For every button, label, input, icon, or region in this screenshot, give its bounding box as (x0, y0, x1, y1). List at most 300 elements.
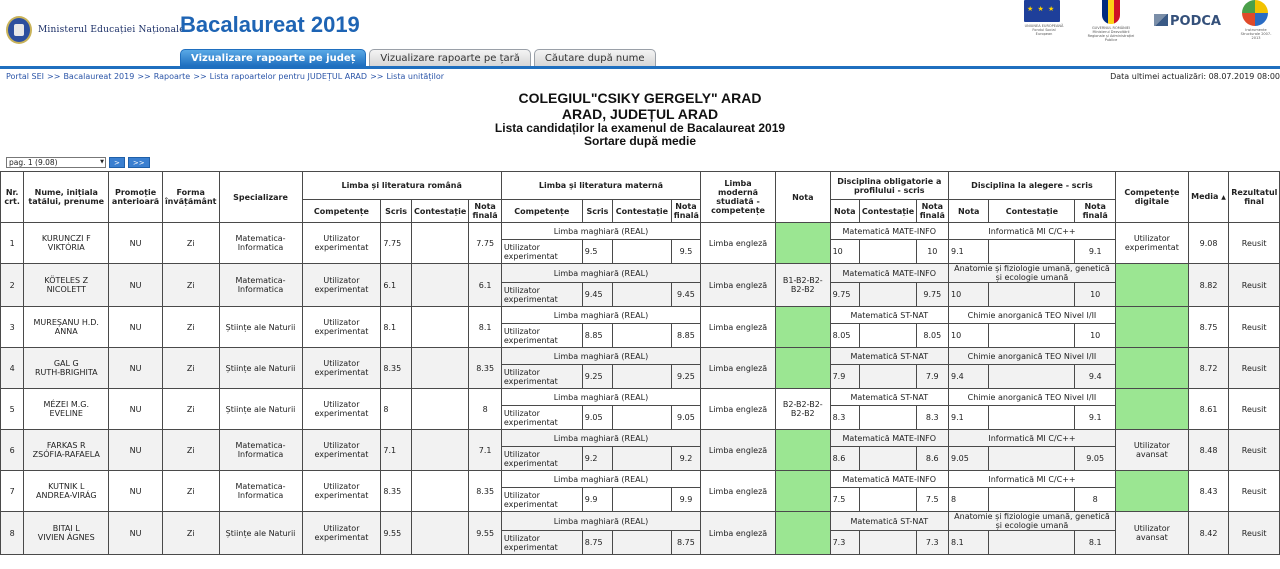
cell-obl-nota: 8.3 (830, 406, 859, 430)
col-group-romana: Limba și literatura română (302, 172, 501, 200)
cell-alg-nota-finala: 10 (1075, 283, 1115, 307)
cell-mat-language: Limba maghiară (REAL) (501, 512, 700, 531)
cell-obl-disciplina: Matematică MATE-INFO (830, 223, 948, 240)
cell-rom-nota-finala: 8.35 (469, 471, 501, 512)
page-select[interactable]: pag. 1 (9.08) ▼ (6, 157, 106, 168)
cell-mat-scris: 9.05 (582, 406, 612, 430)
cell-promotie: NU (109, 430, 163, 471)
cell-rom-nota-finala: 7.1 (469, 430, 501, 471)
cell-mat-contestatie (613, 488, 672, 512)
cell-alg-nota: 9.1 (948, 240, 988, 264)
cell-mat-competente: Utilizator experimentat (501, 447, 582, 471)
cell-competente-digitale (1115, 389, 1188, 430)
cell-rom-nota-finala: 8 (469, 389, 501, 430)
county-name: ARAD, JUDEȚUL ARAD (561, 106, 719, 122)
cell-rezultat: Reusit (1229, 223, 1280, 264)
cell-promotie: NU (109, 264, 163, 307)
col-alg-nota: Nota (948, 200, 988, 223)
cell-mat-scris: 8.85 (582, 324, 612, 348)
cell-mat-nota-finala: 9.05 (671, 406, 700, 430)
cell-mat-nota-finala: 8.85 (671, 324, 700, 348)
cell-mat-contestatie (613, 406, 672, 430)
cell-alg-nota-finala: 9.1 (1075, 240, 1115, 264)
cell-obl-disciplina: Matematică ST-NAT (830, 389, 948, 406)
cell-alg-contestatie (989, 283, 1075, 307)
cell-name-line: KÖTELES Z (44, 276, 89, 285)
cell-promotie: NU (109, 471, 163, 512)
col-obl-nota: Nota (830, 200, 859, 223)
cell-name-line: VIKTÓRIA (47, 243, 85, 252)
structural-logo-caption: Instrumente Structurale 2007-2013 (1240, 28, 1272, 40)
cell-mat-competente: Utilizator experimentat (501, 365, 582, 389)
cell-mat-language: Limba maghiară (REAL) (501, 348, 700, 365)
cell-mat-language: Limba maghiară (REAL) (501, 223, 700, 240)
cell-name (24, 307, 109, 348)
cell-alg-nota: 8 (948, 488, 988, 512)
cell-mat-competente: Utilizator experimentat (501, 324, 582, 348)
cell-specializare: Matematica-Informatica (219, 264, 302, 307)
cell-rom-competente: Utilizator experimentat (302, 348, 381, 389)
cell-alg-nota: 10 (948, 324, 988, 348)
cell-obl-nota: 7.9 (830, 365, 859, 389)
cell-alg-nota-finala: 8 (1075, 488, 1115, 512)
cell-name-line: GAL G (53, 359, 79, 368)
table-row (1, 430, 1280, 447)
cell-obl-contestatie (859, 365, 916, 389)
breadcrumb-separator: >> (137, 72, 151, 81)
cell-mat-nota-finala: 8.75 (671, 531, 700, 555)
cell-rom-contestatie (411, 471, 469, 512)
col-media[interactable] (1188, 172, 1228, 223)
cell-nota (775, 348, 830, 389)
cell-mat-scris: 9.45 (582, 283, 612, 307)
cell-obl-nota-finala: 8.3 (916, 406, 948, 430)
cell-rom-scris: 8 (381, 389, 411, 430)
sort-title: Sortare după medie (583, 134, 697, 148)
cell-nr: 7 (1, 471, 24, 512)
cell-mat-scris: 9.5 (582, 240, 612, 264)
cell-rom-competente: Utilizator experimentat (302, 471, 381, 512)
cell-media: 9.08 (1188, 223, 1228, 264)
pager (6, 157, 150, 168)
cell-nr: 2 (1, 264, 24, 307)
breadcrumb-separator: >> (370, 72, 384, 81)
cell-competente-digitale (1115, 471, 1188, 512)
cell-forma: Zi (162, 348, 219, 389)
cell-alg-nota-finala: 9.4 (1075, 365, 1115, 389)
tab-bar (180, 49, 659, 66)
cell-name (24, 471, 109, 512)
cell-alg-disciplina: Chimie anorganică TEO Nivel I/II (948, 348, 1115, 365)
cell-limba-moderna: Limba engleză (701, 348, 776, 389)
cell-mat-scris: 9.9 (582, 488, 612, 512)
cell-specializare: Științe ale Naturii (219, 348, 302, 389)
podca-mark-icon (1154, 14, 1168, 26)
gov-logo-caption: GUVERNUL ROMÂNIEI Ministerul Dezvoltării Regionale și Administrației Publice (1087, 26, 1135, 42)
eu-logo (1024, 0, 1064, 36)
cell-alg-disciplina: Informatică MI C/C++ (948, 471, 1115, 488)
cell-specializare: Științe ale Naturii (219, 307, 302, 348)
cell-alg-contestatie (989, 240, 1075, 264)
cell-forma: Zi (162, 471, 219, 512)
cell-forma: Zi (162, 264, 219, 307)
cell-limba-moderna: Limba engleză (701, 223, 776, 264)
cell-rom-contestatie (411, 348, 469, 389)
cell-obl-nota: 10 (830, 240, 859, 264)
cell-rom-scris: 7.1 (381, 430, 411, 471)
col-rom-nota-finala: Nota finală (469, 200, 501, 223)
cell-obl-contestatie (859, 240, 916, 264)
cell-alg-contestatie (989, 365, 1075, 389)
cell-rom-nota-finala: 9.55 (469, 512, 501, 555)
cell-rom-competente: Utilizator experimentat (302, 264, 381, 307)
cell-forma: Zi (162, 512, 219, 555)
cell-rom-scris: 7.75 (381, 223, 411, 264)
cell-obl-nota: 8.6 (830, 447, 859, 471)
cell-obl-nota-finala: 9.75 (916, 283, 948, 307)
col-rom-competente: Competențe (302, 200, 381, 223)
cell-name (24, 389, 109, 430)
cell-media: 8.48 (1188, 430, 1228, 471)
structural-instruments-icon (1242, 0, 1268, 26)
cell-competente-digitale: Utilizator experimentat (1115, 223, 1188, 264)
cell-nr: 6 (1, 430, 24, 471)
cell-name (24, 348, 109, 389)
cell-mat-nota-finala: 9.45 (671, 283, 700, 307)
cell-obl-nota-finala: 8.6 (916, 447, 948, 471)
cell-promotie: NU (109, 512, 163, 555)
cell-rom-contestatie (411, 512, 469, 555)
cell-alg-nota: 9.05 (948, 447, 988, 471)
cell-competente-digitale (1115, 307, 1188, 348)
ministry-name: Ministerul Educației Naționale (38, 25, 185, 35)
cell-nr: 5 (1, 389, 24, 430)
cell-mat-contestatie (613, 447, 672, 471)
col-competente-digitale: Competențe digitale (1115, 172, 1188, 223)
col-forma[interactable]: Forma învățământ (162, 172, 219, 223)
cell-promotie: NU (109, 223, 163, 264)
cell-promotie: NU (109, 348, 163, 389)
col-promotie[interactable]: Promoție anterioară (109, 172, 163, 223)
cell-obl-nota: 7.5 (830, 488, 859, 512)
cell-alg-disciplina: Anatomie și fiziologie umană, genetică și ecologie umană (948, 512, 1115, 531)
cell-rom-nota-finala: 6.1 (469, 264, 501, 307)
podca-text: PODCA (1170, 14, 1221, 29)
tab-search-by-name[interactable]: Căutare după nume (534, 49, 656, 66)
cell-mat-competente: Utilizator experimentat (501, 488, 582, 512)
cell-media: 8.42 (1188, 512, 1228, 555)
cell-rezultat: Reusit (1229, 389, 1280, 430)
cell-name-line: ANDREA-VIRÁG (35, 491, 97, 500)
cell-rom-nota-finala: 8.1 (469, 307, 501, 348)
cell-mat-nota-finala: 9.5 (671, 240, 700, 264)
cell-nr: 1 (1, 223, 24, 264)
cell-name-line: VIVIEN ÁGNES (37, 533, 95, 542)
cell-obl-disciplina: Matematică MATE-INFO (830, 264, 948, 283)
cell-rezultat: Reusit (1229, 512, 1280, 555)
cell-mat-competente: Utilizator experimentat (501, 240, 582, 264)
cell-competente-digitale (1115, 264, 1188, 307)
cell-nr: 3 (1, 307, 24, 348)
cell-obl-nota: 7.3 (830, 531, 859, 555)
header (0, 0, 1280, 66)
cell-name (24, 264, 109, 307)
cell-mat-contestatie (613, 531, 672, 555)
cell-obl-contestatie (859, 447, 916, 471)
cell-rezultat: Reusit (1229, 471, 1280, 512)
cell-rom-competente: Utilizator experimentat (302, 223, 381, 264)
cell-mat-contestatie (613, 324, 672, 348)
cell-obl-contestatie (859, 406, 916, 430)
table-row (1, 264, 1280, 283)
cell-mat-contestatie (613, 240, 672, 264)
col-rezultat[interactable]: Rezultatul final (1229, 172, 1280, 223)
breadcrumb-bac[interactable]: Bacalaureat 2019 (63, 72, 135, 81)
cell-specializare: Matematica-Informatica (219, 430, 302, 471)
cell-rom-contestatie (411, 389, 469, 430)
cell-competente-digitale (1115, 348, 1188, 389)
col-mat-scris: Scris (582, 200, 612, 223)
table-row (1, 389, 1280, 406)
cell-promotie: NU (109, 389, 163, 430)
cell-obl-disciplina: Matematică MATE-INFO (830, 430, 948, 447)
cell-rom-nota-finala: 8.35 (469, 348, 501, 389)
breadcrumb-county-reports[interactable]: Lista rapoartelor pentru JUDEȚUL ARAD (209, 72, 368, 81)
cell-name-line: NICOLETT (46, 285, 86, 294)
cell-mat-competente: Utilizator experimentat (501, 531, 582, 555)
cell-rom-scris: 8.35 (381, 348, 411, 389)
cell-limba-moderna: Limba engleză (701, 512, 776, 555)
breadcrumb-units[interactable]: Lista unităților (386, 72, 445, 81)
cell-name-line: MÉZEI M.G. (43, 400, 90, 409)
cell-forma: Zi (162, 307, 219, 348)
cell-alg-contestatie (989, 447, 1075, 471)
cell-name (24, 430, 109, 471)
cell-specializare: Matematica-Informatica (219, 223, 302, 264)
cell-rezultat: Reusit (1229, 348, 1280, 389)
header-divider (0, 66, 1280, 69)
cell-rom-nota-finala: 7.75 (469, 223, 501, 264)
cell-name-line: FARKAS R (46, 441, 86, 450)
cell-media: 8.72 (1188, 348, 1228, 389)
cell-rom-contestatie (411, 223, 469, 264)
next-page-button[interactable]: > (109, 157, 125, 168)
cell-nota (775, 307, 830, 348)
cell-mat-language: Limba maghiară (REAL) (501, 389, 700, 406)
cell-rezultat: Reusit (1229, 430, 1280, 471)
cell-rom-scris: 9.55 (381, 512, 411, 555)
col-specializare[interactable]: Specializare (219, 172, 302, 223)
breadcrumb-reports[interactable]: Rapoarte (153, 72, 191, 81)
cell-alg-contestatie (989, 531, 1075, 555)
ministry-logo[interactable] (6, 16, 185, 44)
cell-obl-disciplina: Matematică ST-NAT (830, 307, 948, 324)
cell-name-line: KUTNIK L (48, 482, 85, 491)
col-obl-contestatie: Contestație (859, 200, 916, 223)
cell-rom-competente: Utilizator experimentat (302, 389, 381, 430)
cell-competente-digitale: Utilizator avansat (1115, 512, 1188, 555)
cell-obl-nota-finala: 7.5 (916, 488, 948, 512)
cell-obl-nota-finala: 7.9 (916, 365, 948, 389)
cell-limba-moderna: Limba engleză (701, 307, 776, 348)
cell-limba-moderna: Limba engleză (701, 430, 776, 471)
cell-forma: Zi (162, 389, 219, 430)
cell-nota (775, 223, 830, 264)
col-mat-contestatie: Contestație (613, 200, 672, 223)
cell-name-line: KURUNCZI F (41, 234, 91, 243)
col-name[interactable]: Nume, inițiala tatălui, prenume (24, 172, 109, 223)
cell-specializare: Științe ale Naturii (219, 512, 302, 555)
col-alg-nota-finala: Nota finală (1075, 200, 1115, 223)
cell-name-line: RUTH-BRIGHITA (34, 368, 98, 377)
breadcrumb-separator: >> (47, 72, 61, 81)
table-row (1, 348, 1280, 365)
cell-obl-nota: 8.05 (830, 324, 859, 348)
col-nr: Nr. crt. (1, 172, 24, 223)
cell-mat-nota-finala: 9.2 (671, 447, 700, 471)
col-group-obligatorie: Disciplina obligatorie a profilului - scris (830, 172, 948, 200)
ministry-crest-icon (6, 16, 32, 44)
cell-nr: 8 (1, 512, 24, 555)
cell-alg-disciplina: Chimie anorganică TEO Nivel I/II (948, 389, 1115, 406)
cell-obl-disciplina: Matematică ST-NAT (830, 512, 948, 531)
cell-mat-scris: 8.75 (582, 531, 612, 555)
cell-mat-language: Limba maghiară (REAL) (501, 264, 700, 283)
cell-name (24, 512, 109, 555)
cell-alg-nota: 9.4 (948, 365, 988, 389)
cell-nota (775, 512, 830, 555)
cell-alg-nota-finala: 8.1 (1075, 531, 1115, 555)
cell-alg-nota: 10 (948, 283, 988, 307)
cell-mat-competente: Utilizator experimentat (501, 406, 582, 430)
breadcrumb-separator: >> (193, 72, 207, 81)
cell-obl-nota: 9.75 (830, 283, 859, 307)
app-title: Bacalaureat 2019 (180, 12, 360, 37)
cell-nota (775, 471, 830, 512)
cell-name (24, 223, 109, 264)
cell-limba-moderna: Limba engleză (701, 264, 776, 307)
cell-obl-nota-finala: 7.3 (916, 531, 948, 555)
cell-alg-disciplina: Informatică MI C/C++ (948, 430, 1115, 447)
cell-obl-nota-finala: 8.05 (916, 324, 948, 348)
col-obl-nota-finala: Nota finală (916, 200, 948, 223)
cell-alg-disciplina: Informatică MI C/C++ (948, 223, 1115, 240)
cell-rom-competente: Utilizator experimentat (302, 512, 381, 555)
romania-crest-icon (1102, 0, 1120, 24)
col-nota: Nota (775, 172, 830, 223)
cell-name-line: ANNA (54, 327, 78, 336)
structural-instruments-logo (1238, 0, 1274, 40)
gov-logo (1086, 0, 1136, 42)
cell-rom-contestatie (411, 430, 469, 471)
cell-name-line: BITAI L (52, 524, 80, 533)
col-alg-contestatie: Contestație (989, 200, 1075, 223)
breadcrumb-portal[interactable]: Portal SEI (6, 72, 45, 81)
results-body (1, 223, 1280, 555)
cell-alg-nota-finala: 10 (1075, 324, 1115, 348)
cell-mat-nota-finala: 9.9 (671, 488, 700, 512)
cell-alg-nota: 8.1 (948, 531, 988, 555)
cell-alg-nota-finala: 9.1 (1075, 406, 1115, 430)
cell-rom-scris: 6.1 (381, 264, 411, 307)
cell-rom-competente: Utilizator experimentat (302, 307, 381, 348)
cell-nota: B2-B2-B2-B2-B2 (775, 389, 830, 430)
sort-asc-icon: ▲ (1221, 194, 1226, 201)
cell-limba-moderna: Limba engleză (701, 389, 776, 430)
cell-forma: Zi (162, 430, 219, 471)
col-group-materna: Limba și literatura maternă (501, 172, 700, 200)
cell-obl-nota-finala: 10 (916, 240, 948, 264)
table-row (1, 471, 1280, 488)
cell-mat-language: Limba maghiară (REAL) (501, 307, 700, 324)
cell-mat-nota-finala: 9.25 (671, 365, 700, 389)
cell-nota: B1-B2-B2-B2-B2 (775, 264, 830, 307)
cell-alg-contestatie (989, 488, 1075, 512)
table-row (1, 307, 1280, 324)
cell-media: 8.82 (1188, 264, 1228, 307)
cell-competente-digitale: Utilizator avansat (1115, 430, 1188, 471)
cell-alg-disciplina: Chimie anorganică TEO Nivel I/II (948, 307, 1115, 324)
cell-alg-contestatie (989, 406, 1075, 430)
breadcrumb (6, 72, 444, 81)
cell-name-line: ZSÓFIA-RAFAELA (32, 450, 100, 459)
cell-specializare: Matematica-Informatica (219, 471, 302, 512)
cell-name-line: MUREȘANU H.D. (33, 318, 99, 327)
cell-obl-contestatie (859, 488, 916, 512)
tab-country-reports[interactable]: Vizualizare rapoarte pe țară (369, 49, 530, 66)
cell-obl-contestatie (859, 324, 916, 348)
cell-alg-nota: 9.1 (948, 406, 988, 430)
report-titles (0, 90, 1280, 148)
cell-rezultat: Reusit (1229, 307, 1280, 348)
col-mat-competente: Competențe (501, 200, 582, 223)
cell-rom-scris: 8.1 (381, 307, 411, 348)
col-mat-nota-finala: Nota finală (671, 200, 700, 223)
cell-forma: Zi (162, 223, 219, 264)
cell-rom-contestatie (411, 307, 469, 348)
cell-nr: 4 (1, 348, 24, 389)
col-limba-moderna: Limba modernă studiată - competențe (701, 172, 776, 223)
cell-obl-disciplina: Matematică ST-NAT (830, 348, 948, 365)
cell-nota (775, 430, 830, 471)
cell-alg-contestatie (989, 324, 1075, 348)
cell-media: 8.43 (1188, 471, 1228, 512)
cell-media: 8.61 (1188, 389, 1228, 430)
cell-specializare: Științe ale Naturii (219, 389, 302, 430)
cell-mat-scris: 9.2 (582, 447, 612, 471)
col-rom-scris: Scris (381, 200, 411, 223)
cell-mat-scris: 9.25 (582, 365, 612, 389)
podca-logo (1154, 14, 1221, 29)
cell-obl-contestatie (859, 531, 916, 555)
tab-county-reports[interactable]: Vizualizare rapoarte pe județ (180, 49, 366, 66)
col-rom-contestatie: Contestație (411, 200, 469, 223)
cell-mat-contestatie (613, 283, 672, 307)
cell-mat-contestatie (613, 365, 672, 389)
cell-alg-nota-finala: 9.05 (1075, 447, 1115, 471)
cell-rom-scris: 8.35 (381, 471, 411, 512)
cell-promotie: NU (109, 307, 163, 348)
last-update: Data ultimei actualizări: 08.07.2019 08:00 (1110, 72, 1280, 81)
cell-mat-competente: Utilizator experimentat (501, 283, 582, 307)
last-page-button[interactable]: >> (128, 157, 150, 168)
cell-rom-competente: Utilizator experimentat (302, 430, 381, 471)
col-media-label: Media (1191, 192, 1219, 201)
cell-limba-moderna: Limba engleză (701, 471, 776, 512)
eu-logo-caption: UNIUNEA EUROPEANĂ Fondul Social European (1024, 24, 1064, 36)
eu-flag-icon (1024, 0, 1060, 22)
list-title: Lista candidaților la examenul de Bacalaureat 2019 (494, 121, 786, 135)
